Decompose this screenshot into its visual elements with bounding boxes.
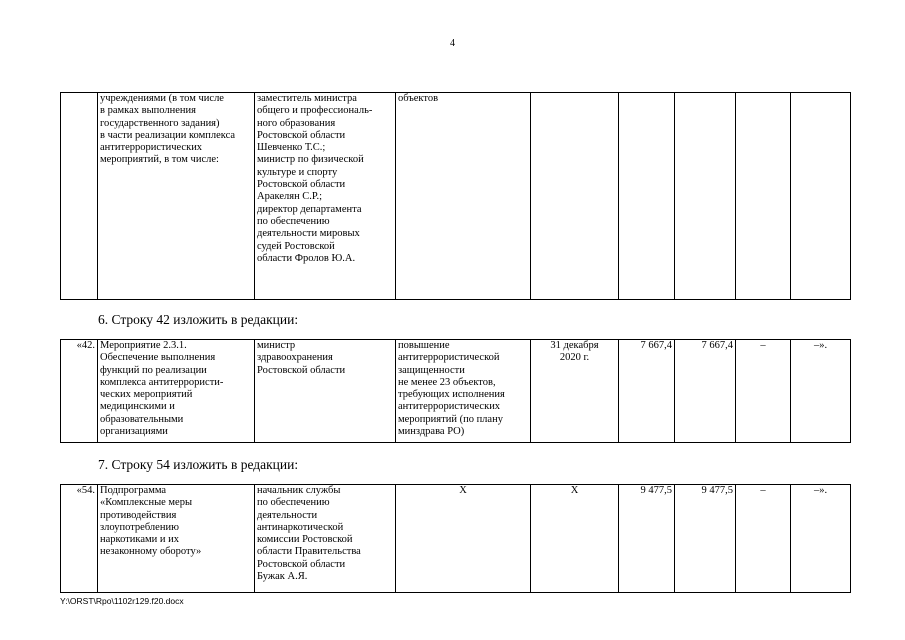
cell-executor: заместитель министра общего и профессиональ- ного образования Ростовской области Шевченко Т.С.; министр по физической культуре и спорту Ростовской области Аракелян С.Р.; директор департамента по обеспечению деятельности мировых судей Ростовской области Фролов Ю.А. [255, 93, 396, 300]
table-continuation [60, 92, 851, 300]
cell-other: – [736, 485, 791, 593]
cell-deadline: 31 декабря 2020 г. [531, 340, 619, 443]
cell-other: – [736, 340, 791, 443]
table-row-42 [60, 339, 851, 443]
cell-executor: министр здравоохранения Ростовской области [255, 340, 396, 443]
page-number: 4 [450, 38, 455, 49]
table-cell [531, 93, 619, 300]
cell-end: –». [791, 340, 851, 443]
cell-budget: 7 667,4 [675, 340, 736, 443]
table-row [61, 93, 851, 300]
cell-executor: начальник службы по обеспечению деятельности антинаркотической комиссии Ростовской области Правительства Ростовской области Бужак А.Я. [255, 485, 396, 593]
table-cell [619, 93, 675, 300]
cell-result: повышение антитеррористической защищенности не менее 23 объектов, требующих исполнения антитеррористических мероприятий (по плану минздрава РО) [396, 340, 531, 443]
section-heading-6: 6. Строку 42 изложить в редакции: [98, 312, 299, 327]
cell-result: X [396, 485, 531, 593]
cell-end: –». [791, 485, 851, 593]
table-cell [61, 93, 98, 300]
cell-name: Мероприятие 2.3.1. Обеспечение выполнения функций по реализации комплекса антитеррористи- ческих мероприятий медицинскими и образовательными организациями [98, 340, 255, 443]
cell-name: Подпрограмма «Комплексные меры противодействия злоупотреблению наркотиками и их незаконному обороту» [98, 485, 255, 593]
cell-name: учреждениями (в том числе в рамках выполнения государственного задания) в части реализации комплекса антитеррористических мероприятий, в том числе: [98, 93, 255, 300]
file-path-footer: Y:\ORST\Rpo\1102r129.f20.docx [60, 596, 184, 606]
table-cell [675, 93, 736, 300]
cell-deadline: X [531, 485, 619, 593]
cell-budget: 9 477,5 [675, 485, 736, 593]
table-row [61, 485, 851, 593]
cell-result: объектов [396, 93, 531, 300]
table-cell [736, 93, 791, 300]
cell-total: 9 477,5 [619, 485, 675, 593]
table-row-54 [60, 484, 851, 593]
section-heading-7: 7. Строку 54 изложить в редакции: [98, 457, 299, 472]
table-row [61, 340, 851, 443]
cell-total: 7 667,4 [619, 340, 675, 443]
table-cell [791, 93, 851, 300]
cell-number: «42. [61, 340, 98, 443]
cell-number: «54. [61, 485, 98, 593]
